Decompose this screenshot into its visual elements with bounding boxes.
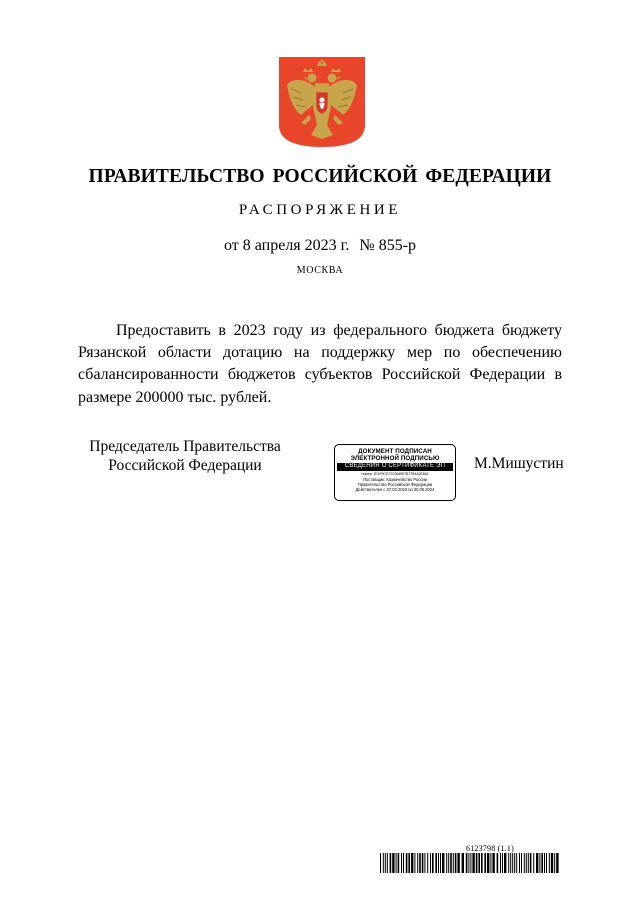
stamp-line1: ДОКУМЕНТ ПОДПИСАН [358, 448, 432, 455]
electronic-signature-stamp [334, 444, 456, 501]
signer-name: М.Мишустин [474, 455, 564, 472]
stamp-validity: Действителен с 07.03.2023 по 30.05.2024 [355, 487, 435, 493]
signer-title-line2: Российской Федерации [108, 456, 262, 474]
stamp-issuer: Поставщик: Казначейство России [363, 476, 427, 482]
barcode-image [380, 853, 560, 873]
stamp-line2: ЭЛЕКТРОННОЙ ПОДПИСЬЮ [350, 455, 440, 462]
signer-title [80, 438, 290, 475]
barcode-number: 6123798 (1.1) [466, 844, 514, 853]
stamp-certificate-bar: СВЕДЕНИЯ О СЕРТИФИКАТЕ ЭП [337, 463, 453, 471]
document-number: № 855-р [359, 237, 417, 254]
document-date-line [0, 237, 640, 255]
government-title: ПРАВИТЕЛЬСТВО РОССИЙСКОЙ ФЕДЕРАЦИИ [88, 166, 552, 187]
document-city: МОСКВА [296, 265, 344, 276]
signer-title-line1: Председатель Правительства [89, 438, 281, 455]
stamp-owner: Правительство Российской Федерации [357, 481, 433, 487]
document-date: от 8 апреля 2023 г. [223, 237, 350, 254]
coat-of-arms-emblem [279, 57, 365, 147]
stamp-serial: Номер: 2E4F9CE72C9069E7B77B4A2E8A1 [361, 471, 429, 476]
document-type: РАСПОРЯЖЕНИЕ [238, 202, 402, 218]
order-paragraph: Предоставить в 2023 году из федерального бюджета бюджету Рязанской области дотацию на поддержку мер по обеспечению сбалансированности бюджетов субъектов Российской Федерации в размере 200000 тыс. рублей. [78, 322, 562, 406]
